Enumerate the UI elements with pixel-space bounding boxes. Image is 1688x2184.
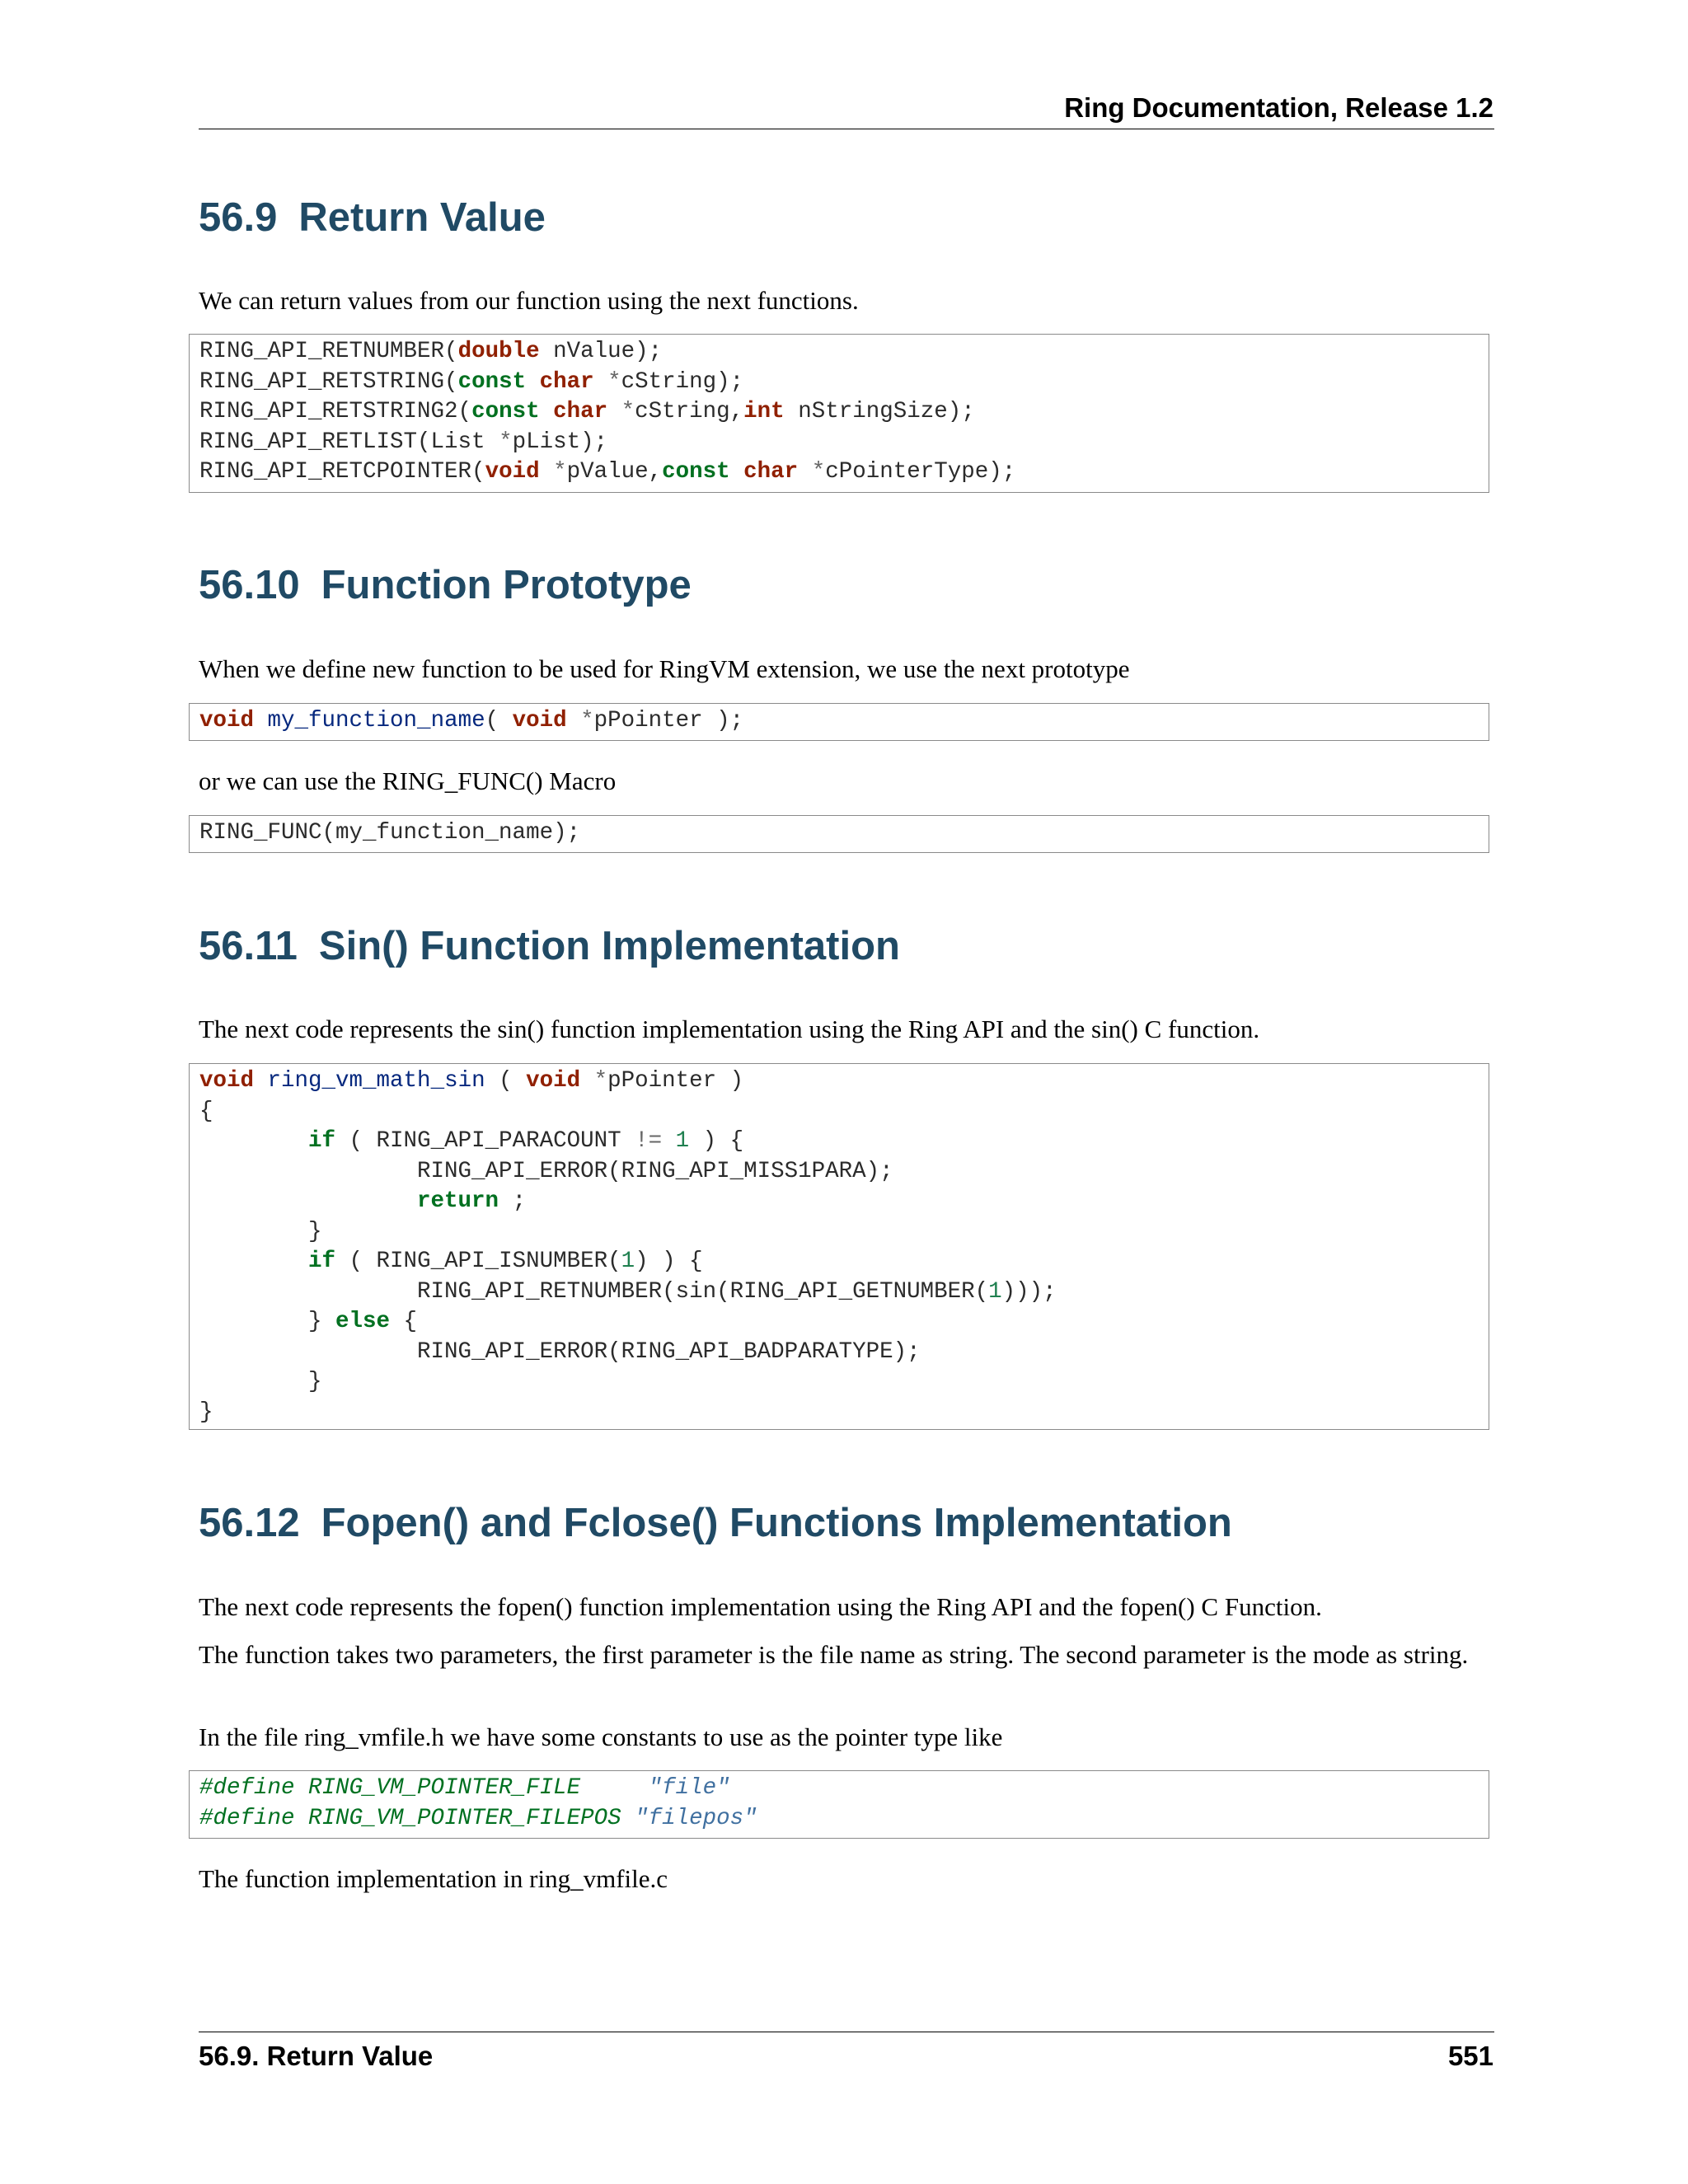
- code-block-prototype: [189, 703, 1489, 741]
- code-line: } else {: [199, 1309, 418, 1334]
- section-title: Function Prototype: [321, 563, 692, 607]
- paragraph: The function implementation in ring_vmfile.c: [199, 1864, 668, 1893]
- paragraph: We can return values from our function using the next functions.: [199, 286, 859, 315]
- section-number: 56.11: [199, 924, 298, 968]
- section-number: 56.9: [199, 195, 278, 240]
- paragraph: The function takes two parameters, the first parameter is the file name as string. The second parameter is the mode as string.: [199, 1640, 1469, 1669]
- code-line: }: [199, 1399, 213, 1425]
- section-title: Sin() Function Implementation: [318, 924, 900, 968]
- code-block-pointer-defines: [189, 1770, 1489, 1839]
- code-line: void my_function_name( void *pPointer );: [199, 708, 744, 733]
- code-line: RING_API_ERROR(RING_API_BADPARATYPE);: [199, 1338, 921, 1365]
- section-heading: [199, 562, 692, 608]
- code-block-macro: [189, 815, 1489, 853]
- code-line: RING_FUNC(my_function_name);: [199, 820, 581, 846]
- code-line: RING_API_RETLIST(List *pList);: [199, 429, 608, 455]
- code-line: RING_API_RETNUMBER(double nValue);: [199, 339, 663, 364]
- section-number: 56.10: [199, 563, 300, 607]
- paragraph: In the file ring_vmfile.h we have some constants to use as the pointer type like: [199, 1722, 1003, 1751]
- code-line: RING_API_ERROR(RING_API_MISS1PARA);: [199, 1158, 893, 1184]
- code-line: }: [199, 1369, 322, 1394]
- page-number: 551: [1447, 2041, 1493, 2071]
- code-line: void ring_vm_math_sin ( void *pPointer ): [199, 1068, 744, 1094]
- code-line: if ( RING_API_ISNUMBER(1) ) {: [308, 1249, 703, 1274]
- section-number: 56.12: [199, 1501, 300, 1545]
- section-heading: [199, 923, 900, 969]
- code-line: RING_API_RETCPOINTER(void *pValue,const char *cPointerType);: [199, 459, 1016, 485]
- code-line: #define RING_VM_POINTER_FILEPOS "filepos": [199, 1805, 757, 1831]
- code-line: RING_API_RETSTRING2(const char *cString,int nStringSize);: [199, 399, 975, 424]
- code-block-sin-implementation: [189, 1063, 1489, 1430]
- code-line: RING_API_RETSTRING(const char *cString);: [199, 368, 744, 395]
- code-line: RING_API_RETNUMBER(sin(RING_API_GETNUMBER(1)));: [199, 1278, 1057, 1305]
- section-heading: [199, 1500, 1232, 1546]
- section-heading: [199, 194, 546, 241]
- running-header: Ring Documentation, Release 1.2: [1064, 92, 1493, 123]
- paragraph: The next code represents the sin() function implementation using the Ring API and the sin() C function.: [199, 1015, 1260, 1043]
- code-line: }: [199, 1218, 322, 1244]
- paragraph: or we can use the RING_FUNC() Macro: [199, 766, 617, 795]
- code-line: if ( RING_API_PARACOUNT != 1 ) {: [308, 1128, 744, 1154]
- code-line: {: [199, 1098, 213, 1124]
- section-title: Fopen() and Fclose() Functions Implementation: [321, 1501, 1232, 1545]
- code-block-return-functions: [189, 334, 1489, 493]
- footer-section: 56.9. Return Value: [199, 2041, 434, 2071]
- section-title: Return Value: [298, 195, 546, 240]
- code-line: #define RING_VM_POINTER_FILE "file": [199, 1775, 730, 1801]
- paragraph: The next code represents the fopen() function implementation using the Ring API and the fopen() C Function.: [199, 1592, 1322, 1621]
- code-line: return ;: [417, 1188, 527, 1214]
- paragraph: When we define new function to be used for RingVM extension, we use the next prototype: [199, 654, 1130, 683]
